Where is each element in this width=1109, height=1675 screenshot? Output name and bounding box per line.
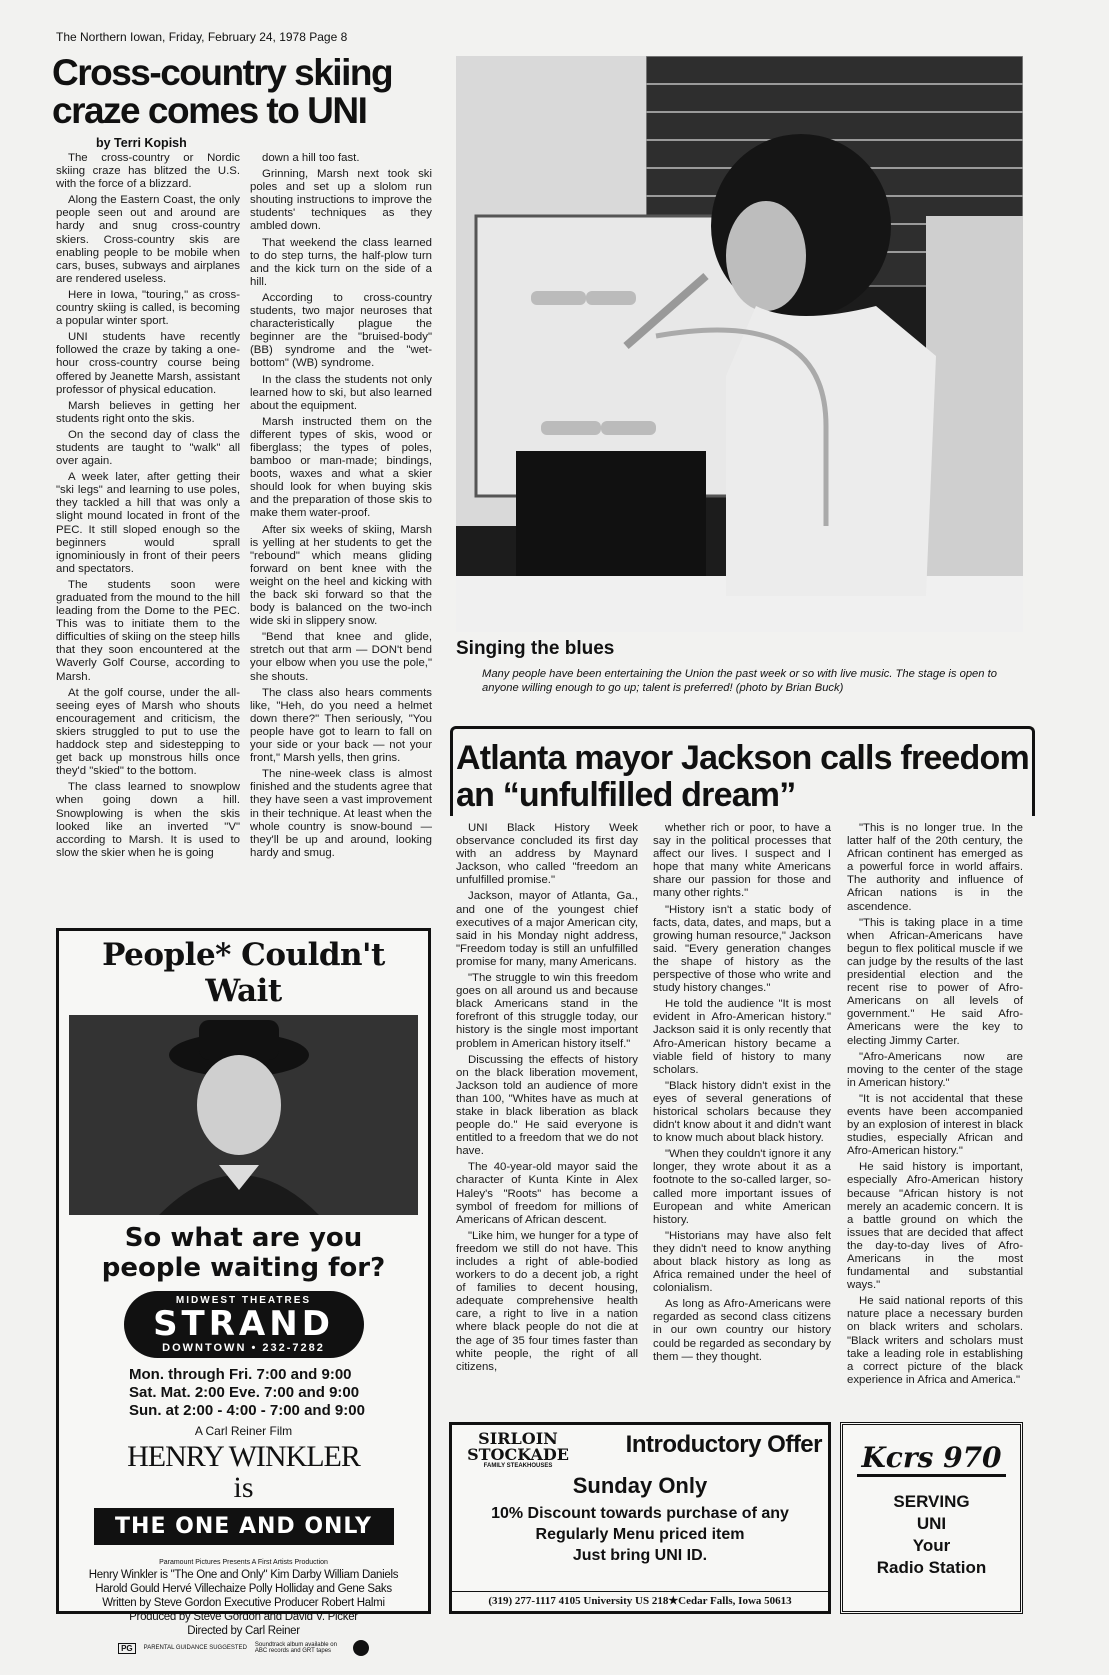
- credit-line: Henry Winkler is "The One and Only" Kim Darby William Daniels: [88, 1569, 399, 1581]
- paragraph: Grinning, Marsh next took ski poles and set up a slolom run shouting instructions to improve the students' techniques as they ambled down.: [250, 168, 432, 233]
- sirloin-discount: Regularly Menu priced item: [535, 1526, 745, 1543]
- photo-caption-title: Singing the blues: [456, 638, 615, 659]
- paragraph: Here in Iowa, "touring," as cross-country skiing is called, is becoming a popular winter sport.: [56, 288, 240, 328]
- paragraph: He said national reports of this nature place a necessary burden on black writers and scholars. "Black writers and scholars must take a leading role in establishing a correct picture of the black experience in Africa and America.": [847, 1295, 1023, 1386]
- star-name: HENRY WINKLER: [127, 1440, 360, 1473]
- paragraph: "The struggle to win this freedom goes on all around us and because black Americans stand in the forefront of this struggle today, our history is the single most important problem in American history itself.": [456, 972, 638, 1050]
- paragraph: "It is not accidental that these events have been accompanied by an explosion of interest in black studies, especially African and Afro-American history.": [847, 1092, 1023, 1158]
- strand-logo: [124, 1291, 364, 1358]
- paragraph: The cross-country or Nordic skiing craze has blitzed the U.S. with the force of a blizzard.: [56, 152, 240, 191]
- paragraph: A week later, after getting their "ski legs" and learning to use poles, they tackled a hill that was only a slight mound located in front of the PEC. It still sloped enough so the beginners would sprall ignominiously in front of their peers and spectators.: [56, 471, 240, 575]
- ski-column-1: [56, 152, 240, 908]
- page-folio: The Northern Iowan, Friday, February 24, 1978 Page 8: [56, 30, 348, 44]
- paragraph: down a hill too fast.: [262, 152, 360, 164]
- showtime-sunday: Sun. at 2:00 - 4:00 - 7:00 and 9:00: [129, 1402, 365, 1419]
- is-word: is: [233, 1471, 254, 1504]
- paragraph: The 40-year-old mayor said the character of Kunta Kinte in Alex Haley's "Roots" has become a symbol of freedom for millions of Americans of African descent.: [456, 1161, 638, 1226]
- sirloin-address: (319) 277-1117 4105 University US 218★Cedar Falls, Iowa 50613: [452, 1591, 828, 1607]
- jackson-column-2: [653, 822, 831, 1414]
- sirloin-day: Sunday Only: [572, 1473, 708, 1498]
- rating-note: PARENTAL GUIDANCE SUGGESTED: [143, 1645, 247, 1651]
- movie-ad-photo: [69, 1015, 418, 1215]
- credit-line: Directed by Carl Reiner: [187, 1625, 300, 1637]
- kcrs-line: UNI: [916, 1514, 947, 1533]
- singer-illustration: [456, 56, 1023, 632]
- paragraph: "History isn't a static body of facts, data, dates, and maps, but a growing human resource," Jackson said. "Every generation changes the shape of history as the perspective of those who write and study history changes.": [653, 903, 831, 995]
- ski-column-2: [250, 152, 432, 908]
- paragraph: "Like him, we hunger for a type of freedom we still do not have. This includes a right of able-bodied workers to do a decent job, a right of families to decent housing, adequate comprehensive health care, a right to live in a nation where black people do not die at the age of 35 four times faster than white people, the right of all citizens,: [456, 1229, 638, 1373]
- showtime-saturday: Sat. Mat. 2:00 Eve. 7:00 and 9:00: [129, 1384, 360, 1401]
- sirloin-logo-sub: FAMILY STEAKHOUSES: [483, 1463, 553, 1469]
- paragraph: "When they couldn't ignore it any longer, they wrote about it as a footnote to the so-called larger, so-called more important issues of European and white American history.: [653, 1148, 831, 1226]
- paragraph: He told the audience "It is most evident in Afro-American history." Jackson said it is only recently that Afro-American history became a viable field of history to many scholars.: [653, 998, 831, 1076]
- showtimes: [129, 1366, 428, 1420]
- paragraph: "Historians may have also felt they didn't need to know anything about black history as long as Africa remained under the heel of colonialism.: [653, 1229, 831, 1295]
- paragraph: UNI Black History Week observance concluded its first day with an address by Maynard Jackson, who called "freedom an unfulfilled promise.": [456, 822, 638, 887]
- credit-line: Produced by Steve Gordon and David V. Picker: [129, 1611, 358, 1623]
- photo-caption: Many people have been entertaining the Union the past week or so with live music. The stage is open to anyone willing enough to go up; talent is preferred! (photo by Brian Buck): [482, 668, 997, 694]
- credits: [59, 1568, 428, 1638]
- presents-line: Paramount Pictures Presents A First Artists Production: [159, 1559, 328, 1566]
- strand-sub: DOWNTOWN • 232-7282: [162, 1342, 325, 1354]
- kcrs-line: Your: [912, 1536, 951, 1555]
- movie-advertisement: [56, 928, 431, 1654]
- paragraph: The class also hears comments like, "Heh, do you need a helmet down there?" Then seriously, "You people have got to learn to fall on your side or your back — not your front," Marsh yells, then grins.: [250, 686, 432, 765]
- paragraph: That weekend the class learned to do step turns, the half-plow turn and the kick turn on the side of a hill.: [250, 236, 432, 288]
- paragraph: The students soon were graduated from the mound to the hill leading from the Dome to the PEC. This was to initiate them to the difficulties of skiing on the steep hills that they soon encountered at the Waverly Golf Course, according to Marsh.: [56, 578, 240, 683]
- paragraph: "Bend that knee and glide, stretch out that arm — DON't bend your elbow when you use the pole," she shouts.: [250, 631, 432, 683]
- paragraph: UNI students have recently followed the craze by taking a one-hour cross-country course being offered by Jeanette Marsh, assistant professor of physical education.: [56, 331, 240, 396]
- film-by: A Carl Reiner Film: [194, 1424, 293, 1438]
- showtime-weekday: Mon. through Fri. 7:00 and 9:00: [129, 1366, 352, 1383]
- paragraph: Jackson, mayor of Atlanta, Ga., and one of the youngest chief executives of a major American city, said in his Monday night address, "Freedom today is still an unfulfilled promise for many, many Americans.: [456, 890, 638, 968]
- movie-ad-tagline: So what are you people waiting for?: [101, 1223, 386, 1283]
- paragraph: "This is taking place in a time when African-Americans have begun to flex political muscle if we can judge by the results of the last presidential election and the recent rise to power of Afro-Americans on all levels of government." He said Afro-Americans were the key to electing Jimmy Carter.: [847, 916, 1023, 1047]
- ski-byline: by Terri Kopish: [96, 136, 187, 150]
- actor-illustration: [69, 1015, 418, 1215]
- paragraph: Along the Eastern Coast, the only people seen out and around are hardy and snug cross-country skiers. Cross-country skis are enabling people to be mobile when cars, buses, subways and airplanes are rendered useless.: [56, 194, 240, 285]
- credit-line: Harold Gould Hervé Villechaize Polly Holliday and Gene Saks: [95, 1583, 392, 1595]
- kcrs-line: SERVING: [893, 1492, 970, 1511]
- paragraph: Marsh believes in getting her students right onto the skis.: [56, 399, 240, 425]
- strand-name: STRAND: [153, 1304, 334, 1344]
- sirloin-logo-line1: SIRLOIN: [478, 1429, 558, 1448]
- kcrs-logo: Kcrs 970: [857, 1441, 1006, 1477]
- paragraph: He said history is important, especially Afro-American history because "African history is not merely an academic concern. It is a battle ground on which the issues that are decided that affect the day-to-day lives of Afro-Americans in the most fundamental and substantial ways.": [847, 1161, 1023, 1292]
- sirloin-discount: 10% Discount towards purchase of any: [491, 1505, 789, 1522]
- movie-ad-headline: People* Couldn't Wait: [102, 937, 385, 1009]
- kcrs-line: Radio Station: [876, 1558, 987, 1577]
- paragraph: On the second day of class the students are taught to "walk" all over again.: [56, 428, 240, 468]
- jackson-column-1: [456, 822, 638, 1414]
- paramount-logo-icon: [353, 1640, 369, 1656]
- paragraph: According to cross-country students, two major neuroses that characteristically plague the beginner are the "bruised-body" (BB) syndrome and the "wet-bottom" (WB) syndrome.: [250, 291, 432, 370]
- rating-row: [59, 1640, 428, 1656]
- paragraph: Marsh instructed them on the different types of skis, wood or fiberglass; the types of poles, bamboo or man-made; bindings, boots, waxes and what a skier should look for when buying skis and the preparation of those skis to make them water-proof.: [250, 415, 432, 520]
- paragraph: As long as Afro-Americans were regarded as second class citizens in our own country our history could be regarded as secondary by them — they thought.: [653, 1298, 831, 1363]
- credit-line: Written by Steve Gordon Executive Producer Robert Halmi: [102, 1597, 385, 1609]
- paragraph: whether rich or poor, to have a say in the political processes that affect our lives. I suspect and I hope that many white Americans share our passion for those and many other rights.": [653, 822, 831, 900]
- rating-badge: PG: [118, 1643, 136, 1654]
- jackson-column-3: [847, 822, 1023, 1414]
- paragraph: The class learned to snowplow when going down a hill. Snowplowing is when the skis looked like an inverted "V" according to Marsh. It is used to slow the skier when he is going: [56, 781, 240, 859]
- film-title: THE ONE AND ONLY: [94, 1508, 394, 1545]
- paragraph: At the golf course, under the all-seeing eyes of Marsh who shouts encouragement and criticism, the skiers struggled to put to use the haddock step and sidestepping to get back up monstrous hills once they'd "skied" to the bottom.: [56, 686, 240, 778]
- sirloin-discount: Just bring UNI ID.: [572, 1547, 708, 1564]
- sirloin-advertisement: [449, 1422, 831, 1614]
- singing-photo: [456, 56, 1023, 632]
- jackson-headline: Atlanta mayor Jackson calls freedom an “unfulfilled dream”: [456, 739, 1029, 814]
- sirloin-logo-line2: STOCKADE: [467, 1445, 569, 1464]
- paragraph: The nine-week class is almost finished and the students agree that they have seen a vast improvement in their technique. At least when the whole country is snow-bound — they'll be up and around, looking hardy and smug.: [250, 768, 432, 859]
- paragraph: "Black history didn't exist in the eyes of several generations of historical scholars because they didn't know about it and didn't want to know much about black history.: [653, 1079, 831, 1145]
- strand-top: MIDWEST THEATRES: [175, 1295, 312, 1306]
- kcrs-advertisement: [840, 1422, 1023, 1614]
- sirloin-logo: [458, 1431, 578, 1469]
- sirloin-offer: Introductory Offer: [625, 1431, 822, 1458]
- ski-headline: Cross-country skiing craze comes to UNI: [52, 52, 393, 131]
- soundtrack-note: Soundtrack album available on ABC records and GRT tapes: [254, 1642, 337, 1654]
- paragraph: "Afro-Americans now are moving to the center of the stage in American history.": [847, 1050, 1023, 1089]
- paragraph: After six weeks of skiing, Marsh is yelling at her students to get the "rebound" which means gliding forward on bent knee with the weight on the heel and kicking with the back ski forward so that the body is balanced on the two-inch wide ski in slippery snow.: [250, 523, 432, 628]
- paragraph: Discussing the effects of history on the black liberation movement, Jackson told an audience of more than 100, "Whites have as much at stake in black liberation as black people do." He said everyone is entitled to a freedom that we do not have.: [456, 1053, 638, 1158]
- paragraph: "This is no longer true. In the latter half of the 20th century, the African continent has emerged as a powerful force in world affairs. The authority and influence of African nations is in the ascendence.: [847, 822, 1023, 913]
- paragraph: In the class the students not only learned how to ski, but also learned about the equipment.: [250, 373, 432, 412]
